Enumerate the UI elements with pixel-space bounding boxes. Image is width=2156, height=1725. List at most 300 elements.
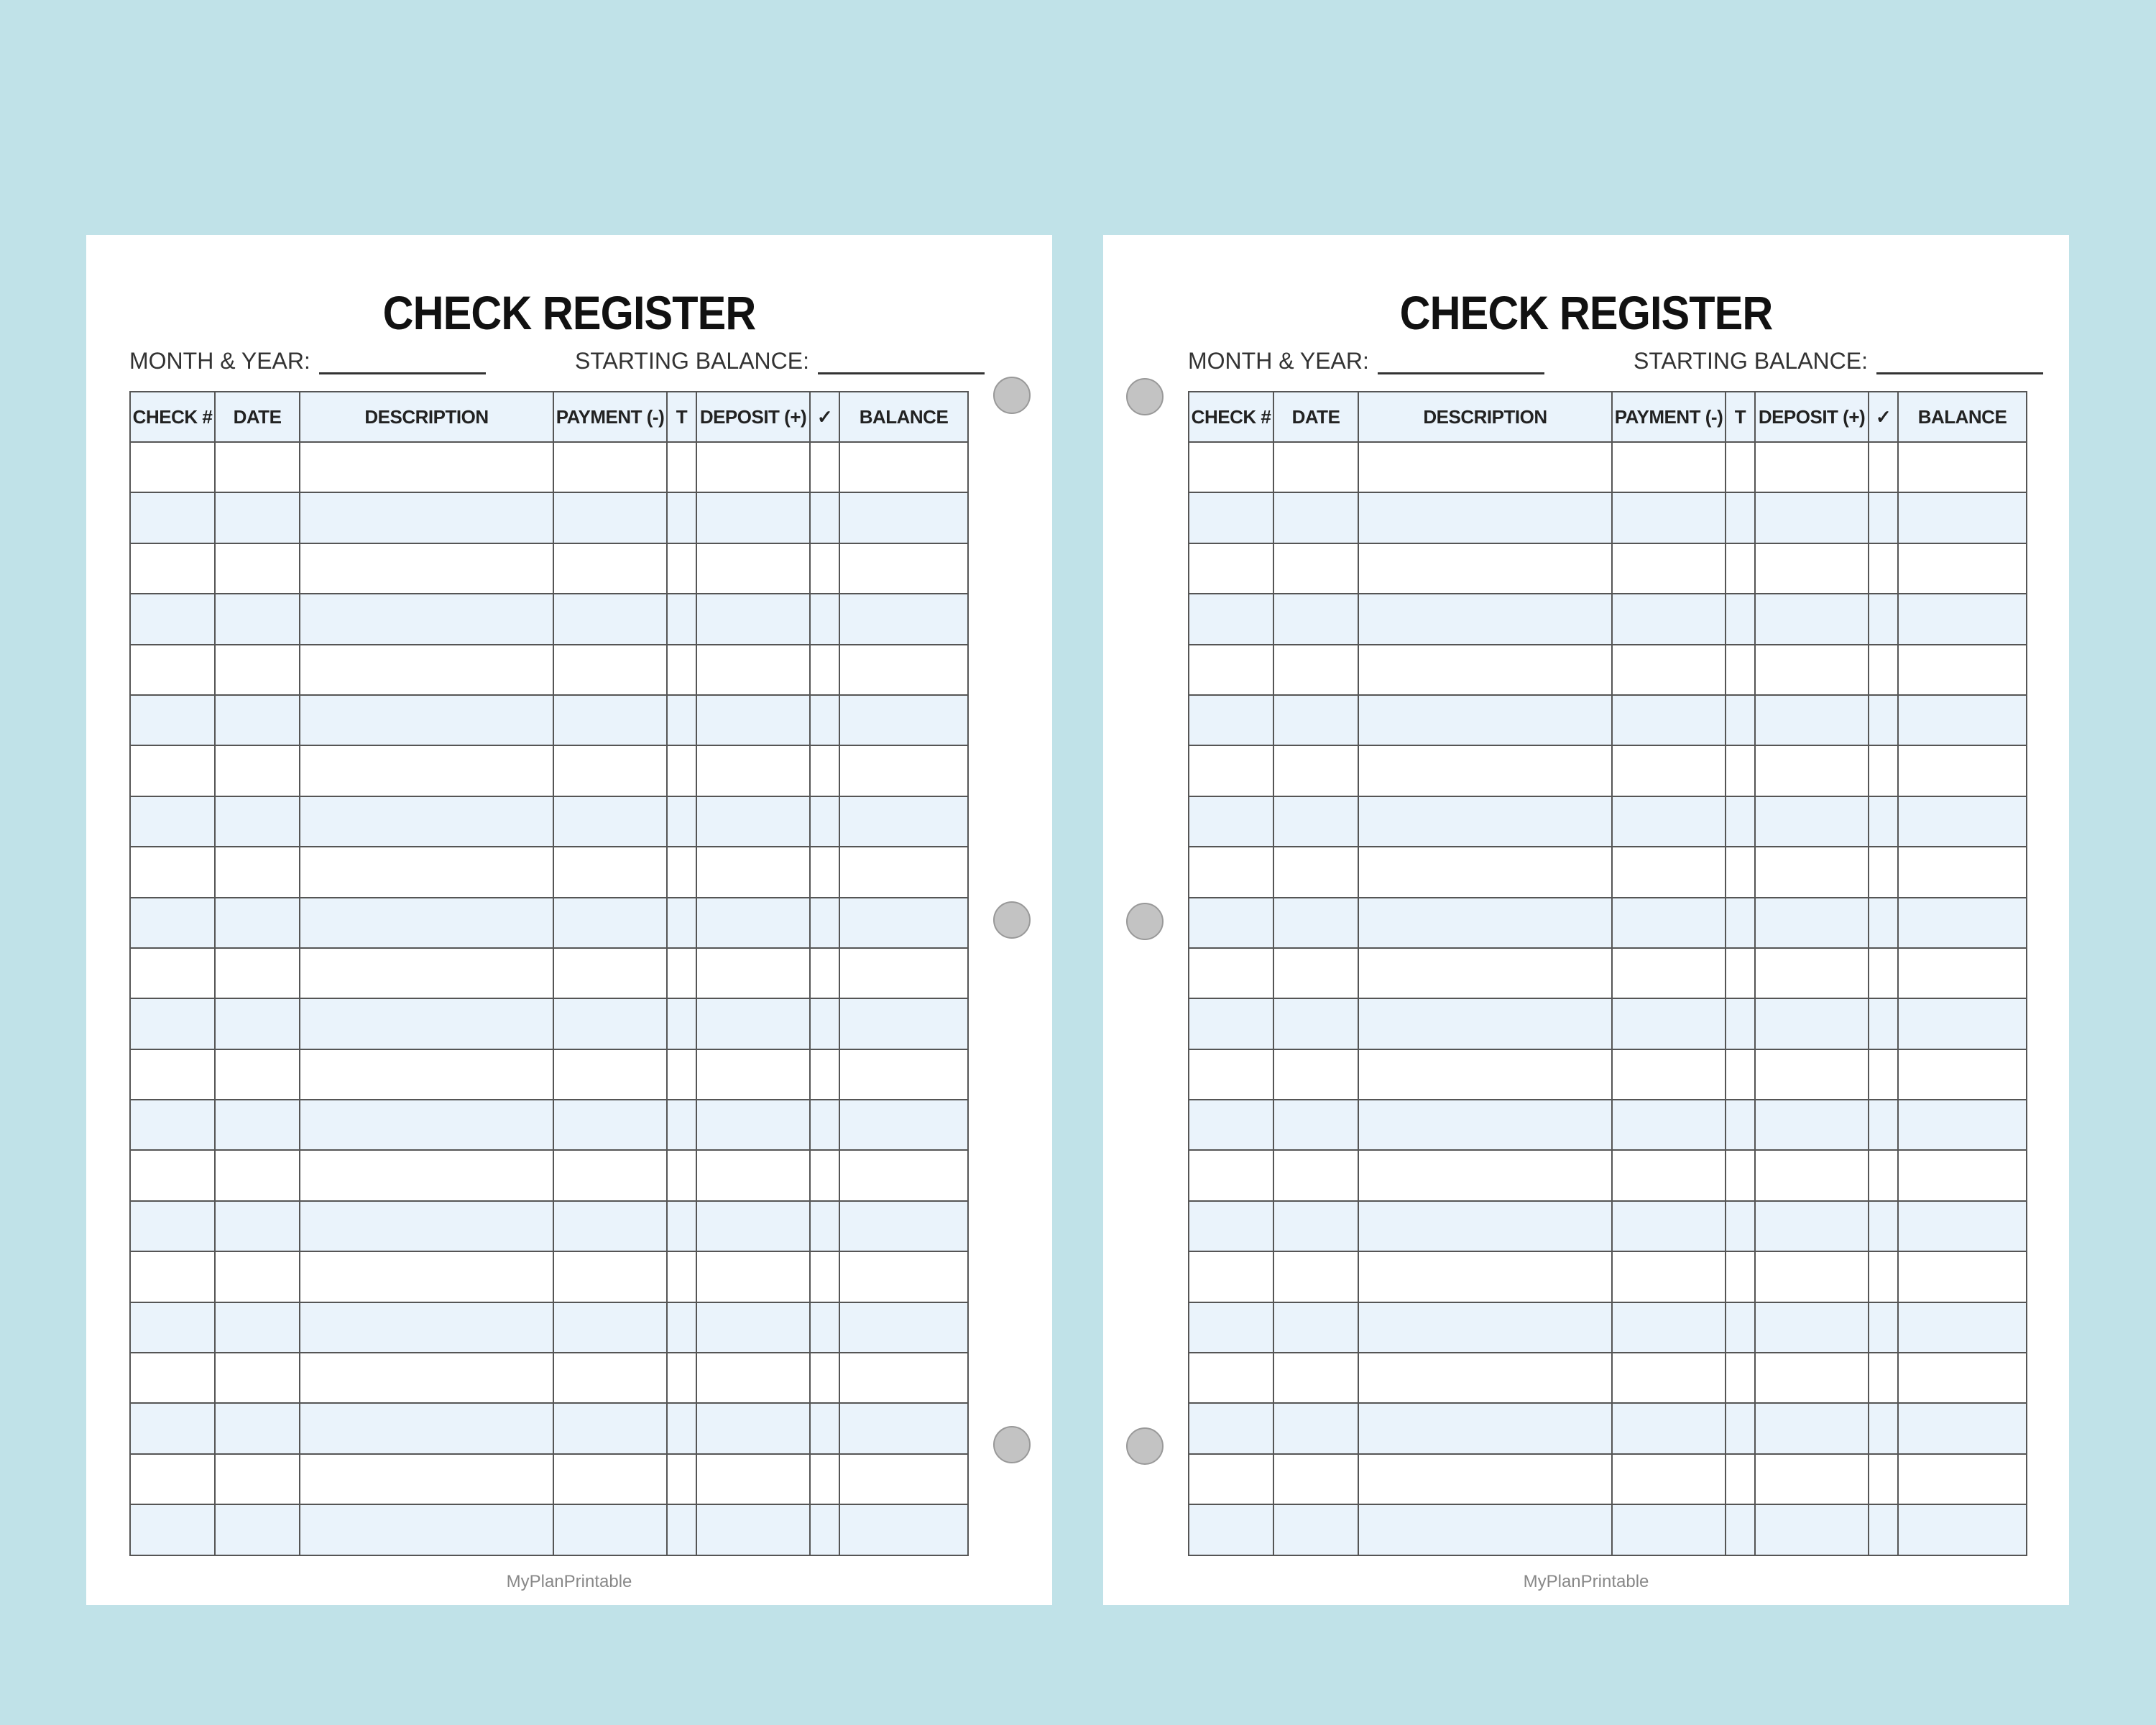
payment-cell[interactable] <box>553 695 667 745</box>
month-year-blank[interactable] <box>1378 351 1544 374</box>
cleared-cell[interactable] <box>1869 745 1898 796</box>
description-cell[interactable] <box>1358 998 1612 1049</box>
deposit-cell[interactable] <box>1755 898 1869 948</box>
transaction-type-cell[interactable] <box>667 1454 696 1504</box>
cleared-cell[interactable] <box>810 1353 839 1403</box>
description-cell[interactable] <box>1358 1049 1612 1100</box>
deposit-cell[interactable] <box>696 543 810 594</box>
transaction-type-cell[interactable] <box>667 1150 696 1200</box>
deposit-cell[interactable] <box>1755 948 1869 998</box>
description-cell[interactable] <box>1358 1201 1612 1251</box>
deposit-cell[interactable] <box>696 492 810 543</box>
balance-cell[interactable] <box>839 1150 968 1200</box>
deposit-cell[interactable] <box>1755 1100 1869 1150</box>
payment-cell[interactable] <box>553 1201 667 1251</box>
payment-cell[interactable] <box>553 442 667 492</box>
check-number-cell[interactable] <box>1189 1454 1273 1504</box>
description-cell[interactable] <box>300 1251 553 1302</box>
check-number-cell[interactable] <box>1189 1100 1273 1150</box>
date-cell[interactable] <box>1273 543 1358 594</box>
payment-cell[interactable] <box>1612 796 1726 847</box>
deposit-cell[interactable] <box>696 898 810 948</box>
balance-cell[interactable] <box>1898 796 2027 847</box>
description-cell[interactable] <box>300 796 553 847</box>
transaction-type-cell[interactable] <box>1726 543 1755 594</box>
balance-cell[interactable] <box>1898 543 2027 594</box>
payment-cell[interactable] <box>553 1302 667 1353</box>
payment-cell[interactable] <box>553 898 667 948</box>
balance-cell[interactable] <box>839 1251 968 1302</box>
cleared-cell[interactable] <box>1869 796 1898 847</box>
transaction-type-cell[interactable] <box>1726 998 1755 1049</box>
check-number-cell[interactable] <box>130 1100 215 1150</box>
date-cell[interactable] <box>1273 998 1358 1049</box>
deposit-cell[interactable] <box>696 796 810 847</box>
date-cell[interactable] <box>1273 1251 1358 1302</box>
payment-cell[interactable] <box>1612 1454 1726 1504</box>
balance-cell[interactable] <box>839 1403 968 1453</box>
date-cell[interactable] <box>215 1251 300 1302</box>
transaction-type-cell[interactable] <box>667 847 696 897</box>
description-cell[interactable] <box>1358 645 1612 695</box>
deposit-cell[interactable] <box>696 745 810 796</box>
cleared-cell[interactable] <box>1869 492 1898 543</box>
balance-cell[interactable] <box>1898 847 2027 897</box>
transaction-type-cell[interactable] <box>667 796 696 847</box>
check-number-cell[interactable] <box>1189 1150 1273 1200</box>
deposit-cell[interactable] <box>696 1251 810 1302</box>
cleared-cell[interactable] <box>1869 1251 1898 1302</box>
cleared-cell[interactable] <box>810 695 839 745</box>
date-cell[interactable] <box>215 898 300 948</box>
date-cell[interactable] <box>1273 898 1358 948</box>
date-cell[interactable] <box>215 442 300 492</box>
transaction-type-cell[interactable] <box>667 1504 696 1555</box>
description-cell[interactable] <box>300 1100 553 1150</box>
cleared-cell[interactable] <box>810 847 839 897</box>
balance-cell[interactable] <box>839 1100 968 1150</box>
date-cell[interactable] <box>1273 745 1358 796</box>
deposit-cell[interactable] <box>696 1100 810 1150</box>
date-cell[interactable] <box>215 645 300 695</box>
check-number-cell[interactable] <box>1189 948 1273 998</box>
starting-balance-blank[interactable] <box>1876 351 2043 374</box>
cleared-cell[interactable] <box>810 998 839 1049</box>
payment-cell[interactable] <box>553 1049 667 1100</box>
date-cell[interactable] <box>1273 1302 1358 1353</box>
date-cell[interactable] <box>215 948 300 998</box>
cleared-cell[interactable] <box>1869 645 1898 695</box>
date-cell[interactable] <box>1273 948 1358 998</box>
balance-cell[interactable] <box>839 1454 968 1504</box>
transaction-type-cell[interactable] <box>1726 1454 1755 1504</box>
check-number-cell[interactable] <box>130 1150 215 1200</box>
deposit-cell[interactable] <box>1755 1302 1869 1353</box>
description-cell[interactable] <box>300 948 553 998</box>
balance-cell[interactable] <box>1898 745 2027 796</box>
cleared-cell[interactable] <box>810 1504 839 1555</box>
deposit-cell[interactable] <box>1755 594 1869 644</box>
check-number-cell[interactable] <box>1189 492 1273 543</box>
transaction-type-cell[interactable] <box>667 1201 696 1251</box>
check-number-cell[interactable] <box>1189 847 1273 897</box>
transaction-type-cell[interactable] <box>667 1049 696 1100</box>
transaction-type-cell[interactable] <box>667 1403 696 1453</box>
deposit-cell[interactable] <box>1755 1353 1869 1403</box>
description-cell[interactable] <box>300 1454 553 1504</box>
balance-cell[interactable] <box>839 998 968 1049</box>
description-cell[interactable] <box>1358 1302 1612 1353</box>
deposit-cell[interactable] <box>696 645 810 695</box>
cleared-cell[interactable] <box>810 1100 839 1150</box>
transaction-type-cell[interactable] <box>667 1100 696 1150</box>
payment-cell[interactable] <box>1612 1100 1726 1150</box>
payment-cell[interactable] <box>1612 745 1726 796</box>
balance-cell[interactable] <box>1898 1100 2027 1150</box>
balance-cell[interactable] <box>1898 695 2027 745</box>
payment-cell[interactable] <box>1612 948 1726 998</box>
cleared-cell[interactable] <box>1869 1454 1898 1504</box>
check-number-cell[interactable] <box>1189 898 1273 948</box>
balance-cell[interactable] <box>839 645 968 695</box>
date-cell[interactable] <box>1273 1100 1358 1150</box>
cleared-cell[interactable] <box>1869 1201 1898 1251</box>
deposit-cell[interactable] <box>696 847 810 897</box>
balance-cell[interactable] <box>839 898 968 948</box>
cleared-cell[interactable] <box>1869 543 1898 594</box>
description-cell[interactable] <box>300 695 553 745</box>
deposit-cell[interactable] <box>696 1353 810 1403</box>
payment-cell[interactable] <box>553 492 667 543</box>
deposit-cell[interactable] <box>1755 492 1869 543</box>
deposit-cell[interactable] <box>696 1302 810 1353</box>
cleared-cell[interactable] <box>810 1302 839 1353</box>
transaction-type-cell[interactable] <box>1726 948 1755 998</box>
cleared-cell[interactable] <box>1869 1302 1898 1353</box>
date-cell[interactable] <box>1273 1454 1358 1504</box>
cleared-cell[interactable] <box>810 1454 839 1504</box>
date-cell[interactable] <box>215 543 300 594</box>
deposit-cell[interactable] <box>1755 695 1869 745</box>
cleared-cell[interactable] <box>1869 998 1898 1049</box>
deposit-cell[interactable] <box>696 594 810 644</box>
cleared-cell[interactable] <box>810 594 839 644</box>
description-cell[interactable] <box>1358 948 1612 998</box>
transaction-type-cell[interactable] <box>667 594 696 644</box>
transaction-type-cell[interactable] <box>667 543 696 594</box>
check-number-cell[interactable] <box>130 543 215 594</box>
transaction-type-cell[interactable] <box>1726 745 1755 796</box>
transaction-type-cell[interactable] <box>1726 695 1755 745</box>
transaction-type-cell[interactable] <box>1726 1403 1755 1453</box>
description-cell[interactable] <box>1358 745 1612 796</box>
deposit-cell[interactable] <box>696 1403 810 1453</box>
description-cell[interactable] <box>300 998 553 1049</box>
check-number-cell[interactable] <box>130 695 215 745</box>
cleared-cell[interactable] <box>810 745 839 796</box>
balance-cell[interactable] <box>839 1353 968 1403</box>
deposit-cell[interactable] <box>696 1201 810 1251</box>
check-number-cell[interactable] <box>1189 442 1273 492</box>
description-cell[interactable] <box>300 1201 553 1251</box>
deposit-cell[interactable] <box>1755 645 1869 695</box>
description-cell[interactable] <box>1358 442 1612 492</box>
balance-cell[interactable] <box>839 543 968 594</box>
date-cell[interactable] <box>1273 847 1358 897</box>
description-cell[interactable] <box>1358 543 1612 594</box>
payment-cell[interactable] <box>1612 847 1726 897</box>
cleared-cell[interactable] <box>810 1251 839 1302</box>
payment-cell[interactable] <box>553 1150 667 1200</box>
cleared-cell[interactable] <box>810 645 839 695</box>
date-cell[interactable] <box>215 998 300 1049</box>
cleared-cell[interactable] <box>810 492 839 543</box>
date-cell[interactable] <box>215 1150 300 1200</box>
deposit-cell[interactable] <box>696 695 810 745</box>
check-number-cell[interactable] <box>130 1049 215 1100</box>
check-number-cell[interactable] <box>130 1403 215 1453</box>
description-cell[interactable] <box>1358 1353 1612 1403</box>
payment-cell[interactable] <box>553 948 667 998</box>
date-cell[interactable] <box>1273 442 1358 492</box>
date-cell[interactable] <box>1273 796 1358 847</box>
deposit-cell[interactable] <box>696 1504 810 1555</box>
balance-cell[interactable] <box>1898 492 2027 543</box>
cleared-cell[interactable] <box>810 1201 839 1251</box>
cleared-cell[interactable] <box>1869 1100 1898 1150</box>
transaction-type-cell[interactable] <box>667 745 696 796</box>
check-number-cell[interactable] <box>1189 594 1273 644</box>
payment-cell[interactable] <box>553 1100 667 1150</box>
payment-cell[interactable] <box>553 645 667 695</box>
description-cell[interactable] <box>1358 492 1612 543</box>
check-number-cell[interactable] <box>130 1251 215 1302</box>
check-number-cell[interactable] <box>1189 1251 1273 1302</box>
description-cell[interactable] <box>1358 796 1612 847</box>
check-number-cell[interactable] <box>130 492 215 543</box>
balance-cell[interactable] <box>1898 898 2027 948</box>
transaction-type-cell[interactable] <box>1726 847 1755 897</box>
transaction-type-cell[interactable] <box>1726 1353 1755 1403</box>
date-cell[interactable] <box>1273 695 1358 745</box>
date-cell[interactable] <box>1273 594 1358 644</box>
deposit-cell[interactable] <box>1755 1403 1869 1453</box>
balance-cell[interactable] <box>1898 948 2027 998</box>
balance-cell[interactable] <box>1898 1201 2027 1251</box>
cleared-cell[interactable] <box>1869 594 1898 644</box>
date-cell[interactable] <box>1273 1049 1358 1100</box>
cleared-cell[interactable] <box>1869 1353 1898 1403</box>
date-cell[interactable] <box>215 1403 300 1453</box>
payment-cell[interactable] <box>1612 492 1726 543</box>
date-cell[interactable] <box>215 1353 300 1403</box>
month-year-blank[interactable] <box>319 351 486 374</box>
deposit-cell[interactable] <box>1755 1049 1869 1100</box>
payment-cell[interactable] <box>553 796 667 847</box>
check-number-cell[interactable] <box>1189 645 1273 695</box>
payment-cell[interactable] <box>553 543 667 594</box>
balance-cell[interactable] <box>839 847 968 897</box>
date-cell[interactable] <box>215 1201 300 1251</box>
deposit-cell[interactable] <box>696 1150 810 1200</box>
check-number-cell[interactable] <box>1189 998 1273 1049</box>
transaction-type-cell[interactable] <box>1726 1100 1755 1150</box>
description-cell[interactable] <box>300 847 553 897</box>
check-number-cell[interactable] <box>1189 1201 1273 1251</box>
payment-cell[interactable] <box>553 1251 667 1302</box>
description-cell[interactable] <box>300 1302 553 1353</box>
balance-cell[interactable] <box>839 695 968 745</box>
payment-cell[interactable] <box>553 998 667 1049</box>
payment-cell[interactable] <box>553 1403 667 1453</box>
description-cell[interactable] <box>1358 1100 1612 1150</box>
payment-cell[interactable] <box>1612 543 1726 594</box>
deposit-cell[interactable] <box>1755 1251 1869 1302</box>
description-cell[interactable] <box>300 1353 553 1403</box>
cleared-cell[interactable] <box>810 1150 839 1200</box>
balance-cell[interactable] <box>839 1504 968 1555</box>
date-cell[interactable] <box>215 1504 300 1555</box>
transaction-type-cell[interactable] <box>1726 492 1755 543</box>
transaction-type-cell[interactable] <box>1726 1201 1755 1251</box>
check-number-cell[interactable] <box>130 594 215 644</box>
deposit-cell[interactable] <box>1755 796 1869 847</box>
cleared-cell[interactable] <box>810 543 839 594</box>
date-cell[interactable] <box>1273 492 1358 543</box>
payment-cell[interactable] <box>1612 1302 1726 1353</box>
balance-cell[interactable] <box>839 492 968 543</box>
transaction-type-cell[interactable] <box>1726 898 1755 948</box>
check-number-cell[interactable] <box>130 998 215 1049</box>
description-cell[interactable] <box>1358 1504 1612 1555</box>
cleared-cell[interactable] <box>810 796 839 847</box>
balance-cell[interactable] <box>839 745 968 796</box>
deposit-cell[interactable] <box>696 442 810 492</box>
date-cell[interactable] <box>215 1100 300 1150</box>
balance-cell[interactable] <box>1898 1353 2027 1403</box>
transaction-type-cell[interactable] <box>667 948 696 998</box>
balance-cell[interactable] <box>1898 1504 2027 1555</box>
balance-cell[interactable] <box>1898 998 2027 1049</box>
payment-cell[interactable] <box>1612 1201 1726 1251</box>
balance-cell[interactable] <box>839 442 968 492</box>
payment-cell[interactable] <box>1612 1251 1726 1302</box>
description-cell[interactable] <box>300 543 553 594</box>
description-cell[interactable] <box>300 1504 553 1555</box>
cleared-cell[interactable] <box>1869 695 1898 745</box>
transaction-type-cell[interactable] <box>667 1353 696 1403</box>
description-cell[interactable] <box>1358 594 1612 644</box>
check-number-cell[interactable] <box>130 1353 215 1403</box>
cleared-cell[interactable] <box>810 1403 839 1453</box>
cleared-cell[interactable] <box>810 442 839 492</box>
check-number-cell[interactable] <box>1189 695 1273 745</box>
cleared-cell[interactable] <box>1869 1504 1898 1555</box>
date-cell[interactable] <box>215 594 300 644</box>
transaction-type-cell[interactable] <box>1726 796 1755 847</box>
payment-cell[interactable] <box>1612 645 1726 695</box>
check-number-cell[interactable] <box>130 442 215 492</box>
payment-cell[interactable] <box>1612 594 1726 644</box>
transaction-type-cell[interactable] <box>667 998 696 1049</box>
transaction-type-cell[interactable] <box>1726 1049 1755 1100</box>
description-cell[interactable] <box>1358 847 1612 897</box>
deposit-cell[interactable] <box>1755 1454 1869 1504</box>
cleared-cell[interactable] <box>1869 847 1898 897</box>
cleared-cell[interactable] <box>1869 1403 1898 1453</box>
transaction-type-cell[interactable] <box>667 1302 696 1353</box>
deposit-cell[interactable] <box>1755 442 1869 492</box>
deposit-cell[interactable] <box>696 948 810 998</box>
deposit-cell[interactable] <box>1755 543 1869 594</box>
description-cell[interactable] <box>1358 1251 1612 1302</box>
payment-cell[interactable] <box>553 847 667 897</box>
balance-cell[interactable] <box>839 1201 968 1251</box>
date-cell[interactable] <box>215 1049 300 1100</box>
check-number-cell[interactable] <box>130 796 215 847</box>
cleared-cell[interactable] <box>810 1049 839 1100</box>
deposit-cell[interactable] <box>1755 745 1869 796</box>
check-number-cell[interactable] <box>130 847 215 897</box>
balance-cell[interactable] <box>1898 1302 2027 1353</box>
check-number-cell[interactable] <box>1189 1302 1273 1353</box>
balance-cell[interactable] <box>1898 1403 2027 1453</box>
date-cell[interactable] <box>1273 1403 1358 1453</box>
description-cell[interactable] <box>1358 1454 1612 1504</box>
date-cell[interactable] <box>215 1302 300 1353</box>
date-cell[interactable] <box>1273 1504 1358 1555</box>
date-cell[interactable] <box>215 796 300 847</box>
payment-cell[interactable] <box>1612 1150 1726 1200</box>
payment-cell[interactable] <box>1612 998 1726 1049</box>
transaction-type-cell[interactable] <box>1726 1150 1755 1200</box>
balance-cell[interactable] <box>1898 645 2027 695</box>
cleared-cell[interactable] <box>1869 948 1898 998</box>
check-number-cell[interactable] <box>130 745 215 796</box>
description-cell[interactable] <box>300 442 553 492</box>
balance-cell[interactable] <box>839 948 968 998</box>
deposit-cell[interactable] <box>1755 998 1869 1049</box>
deposit-cell[interactable] <box>696 1454 810 1504</box>
check-number-cell[interactable] <box>1189 1353 1273 1403</box>
description-cell[interactable] <box>300 1403 553 1453</box>
transaction-type-cell[interactable] <box>667 898 696 948</box>
balance-cell[interactable] <box>839 1302 968 1353</box>
date-cell[interactable] <box>215 1454 300 1504</box>
cleared-cell[interactable] <box>1869 442 1898 492</box>
date-cell[interactable] <box>1273 645 1358 695</box>
check-number-cell[interactable] <box>1189 1049 1273 1100</box>
starting-balance-blank[interactable] <box>818 351 985 374</box>
balance-cell[interactable] <box>1898 442 2027 492</box>
payment-cell[interactable] <box>553 1504 667 1555</box>
transaction-type-cell[interactable] <box>1726 645 1755 695</box>
description-cell[interactable] <box>1358 695 1612 745</box>
description-cell[interactable] <box>1358 898 1612 948</box>
payment-cell[interactable] <box>1612 898 1726 948</box>
cleared-cell[interactable] <box>1869 1049 1898 1100</box>
date-cell[interactable] <box>1273 1201 1358 1251</box>
description-cell[interactable] <box>300 745 553 796</box>
date-cell[interactable] <box>215 492 300 543</box>
balance-cell[interactable] <box>1898 1454 2027 1504</box>
payment-cell[interactable] <box>1612 1049 1726 1100</box>
date-cell[interactable] <box>215 745 300 796</box>
cleared-cell[interactable] <box>810 898 839 948</box>
transaction-type-cell[interactable] <box>667 695 696 745</box>
transaction-type-cell[interactable] <box>667 442 696 492</box>
transaction-type-cell[interactable] <box>1726 1504 1755 1555</box>
